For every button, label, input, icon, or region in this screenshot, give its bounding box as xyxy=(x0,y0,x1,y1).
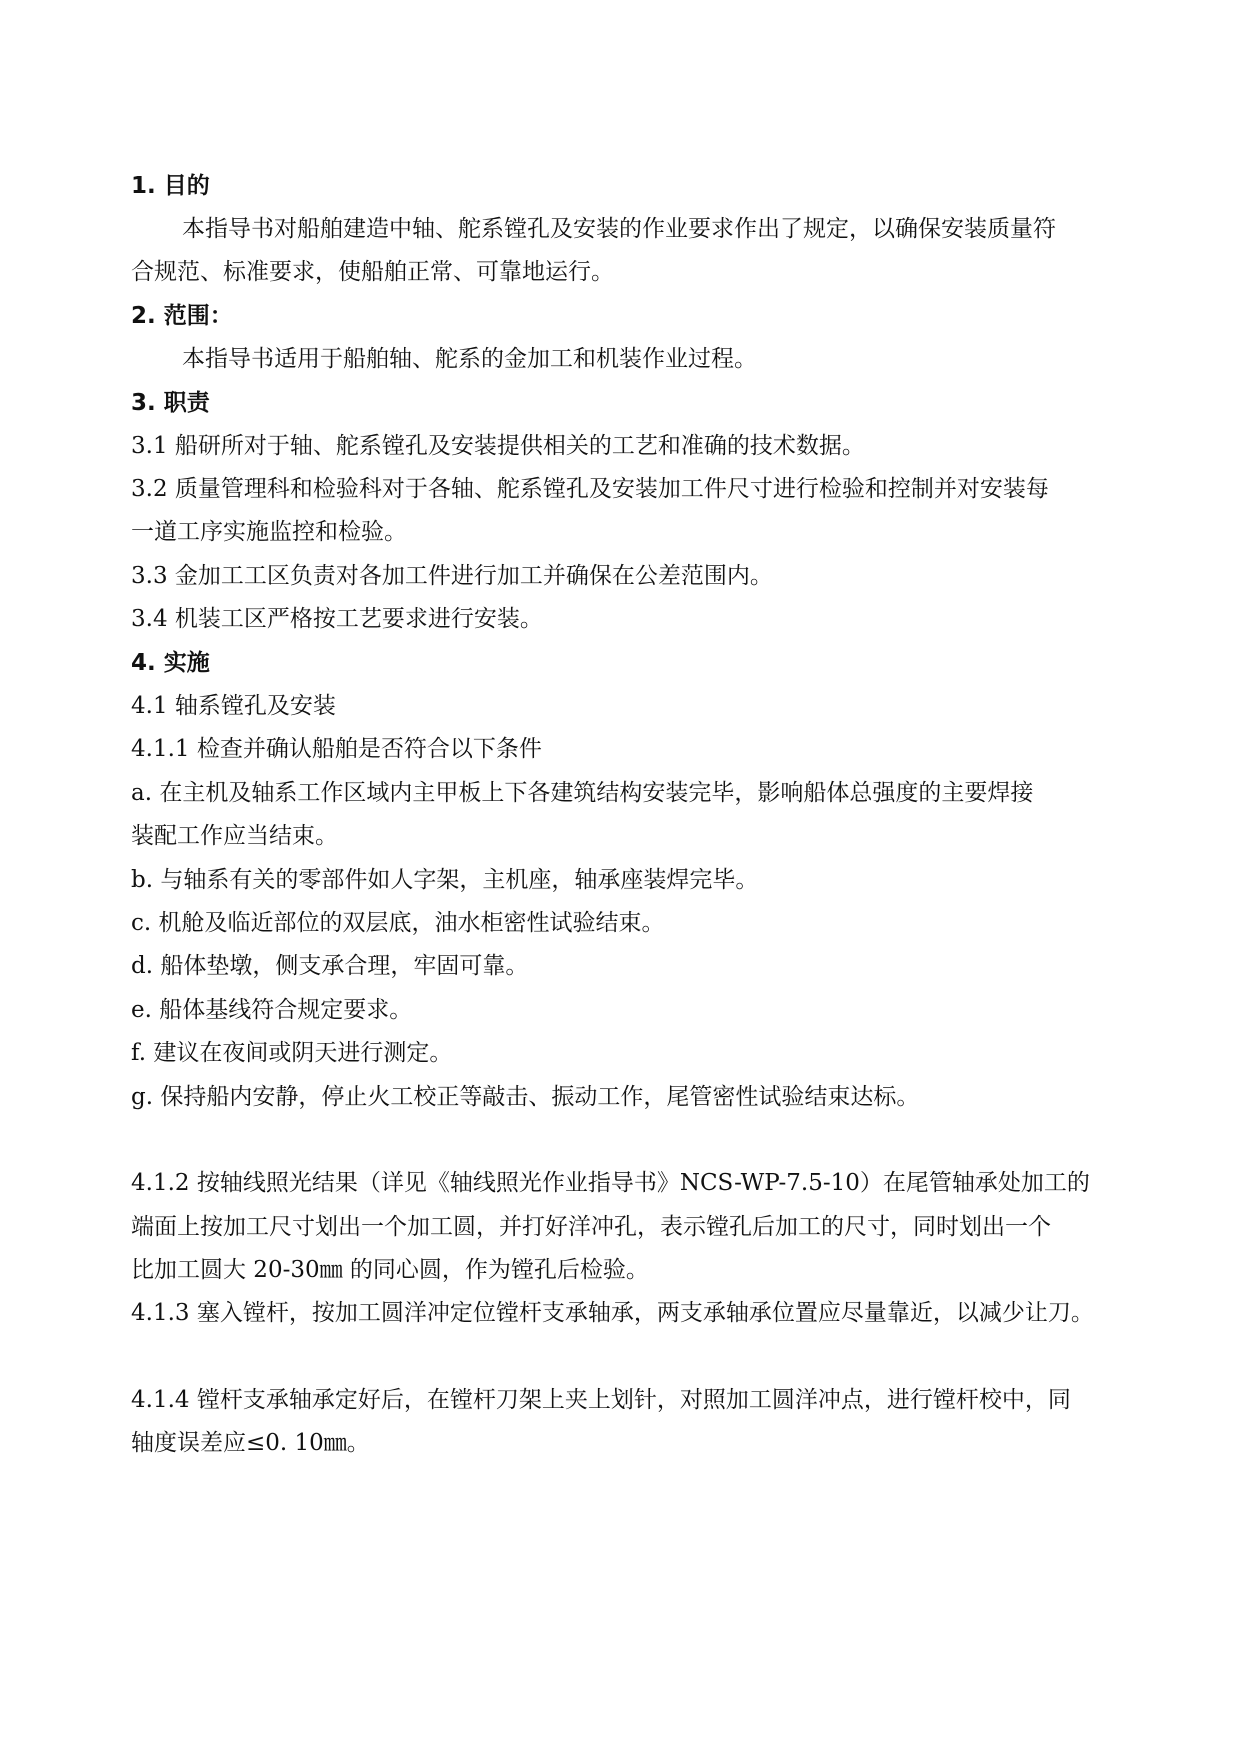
condition-d: d. 船体垫墩，侧支承合理，牢固可靠。 xyxy=(131,953,529,979)
condition-g: g. 保持船内安静，停止火工校正等敲击、振动工作，尾管密性试验结束达标。 xyxy=(131,1084,920,1110)
condition-e: e. 船体基线符合规定要求。 xyxy=(131,997,413,1023)
item-4-1-4-line-2: 轴度误差应≤0. 10㎜。 xyxy=(131,1430,370,1456)
section-1-paragraph-line-2: 合规范、标准要求，使船舶正常、可靠地运行。 xyxy=(131,259,614,285)
condition-f: f. 建议在夜间或阴天进行测定。 xyxy=(131,1040,453,1066)
condition-b: b. 与轴系有关的零部件如人字架，主机座，轴承座装焊完毕。 xyxy=(131,867,759,893)
item-3-2-line-1: 3.2 质量管理科和检验科对于各轴、舵系镗孔及安装加工件尺寸进行检验和控制并对安装每 xyxy=(131,476,1049,502)
section-2-heading: 2. 范围： xyxy=(131,303,233,329)
item-3-2-line-2: 一道工序实施监控和检验。 xyxy=(131,519,407,545)
section-2-paragraph: 本指导书适用于船舶轴、舵系的金加工和机装作业过程。 xyxy=(182,346,757,372)
item-4-1-2-line-1: 4.1.2 按轴线照光结果（详见《轴线照光作业指导书》NCS-WP-7.5-10）在尾管轴承处加工的 xyxy=(131,1170,1090,1196)
section-1-paragraph-line-1: 本指导书对船舶建造中轴、舵系镗孔及安装的作业要求作出了规定，以确保安装质量符 xyxy=(182,216,1056,242)
item-3-4: 3.4 机装工区严格按工艺要求进行安装。 xyxy=(131,606,543,632)
condition-a-line-1: a. 在主机及轴系工作区域内主甲板上下各建筑结构安装完毕，影响船体总强度的主要焊接 xyxy=(131,780,1034,806)
section-3-heading: 3. 职责 xyxy=(131,390,210,416)
item-4-1-2-line-3: 比加工圆大 20-30㎜ 的同心圆，作为镗孔后检验。 xyxy=(131,1257,649,1283)
item-4-1-4-line-1: 4.1.4 镗杆支承轴承定好后，在镗杆刀架上夹上划针，对照加工圆洋冲点，进行镗杆校中，同 xyxy=(131,1387,1071,1413)
section-4-heading: 4. 实施 xyxy=(131,650,210,676)
item-4-1-3: 4.1.3 塞入镗杆，按加工圆洋冲定位镗杆支承轴承，两支承轴承位置应尽量靠近，以减少让刀。 xyxy=(131,1300,1094,1326)
condition-a-line-2: 装配工作应当结束。 xyxy=(131,823,338,849)
condition-c: c. 机舱及临近部位的双层底，油水柜密性试验结束。 xyxy=(131,910,665,936)
item-4-1-1: 4.1.1 检查并确认船舶是否符合以下条件 xyxy=(131,736,542,762)
item-4-1-2-line-2: 端面上按加工尺寸划出一个加工圆，并打好洋冲孔，表示镗孔后加工的尺寸，同时划出一个 xyxy=(131,1214,1051,1240)
item-4-1: 4.1 轴系镗孔及安装 xyxy=(131,693,336,719)
item-3-1: 3.1 船研所对于轴、舵系镗孔及安装提供相关的工艺和准确的技术数据。 xyxy=(131,433,865,459)
section-1-heading: 1. 目的 xyxy=(131,173,210,199)
item-3-3: 3.3 金加工工区负责对各加工件进行加工并确保在公差范围内。 xyxy=(131,563,773,589)
